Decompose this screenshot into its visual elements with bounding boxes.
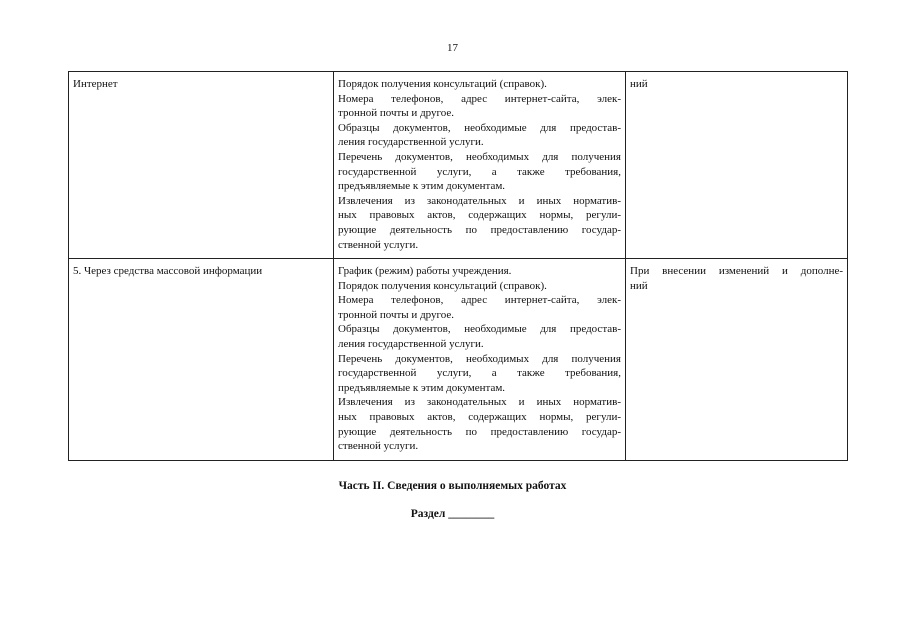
content-line: Образцы документов, необходимые для предостав-: [338, 121, 621, 134]
content-line: ственной услуги.: [338, 238, 419, 251]
content-line: ных правовых актов, содержащих нормы, регули-: [338, 209, 621, 222]
method-text: Интернет: [73, 78, 118, 90]
frequency-cell: [626, 259, 848, 461]
content-line: Извлечения из законодательных и иных норматив-: [338, 194, 621, 207]
content-line: ления государственной услуги.: [338, 136, 484, 149]
section-label: Раздел ________: [410, 508, 495, 520]
content-line: График (режим) работы учреждения.: [338, 265, 512, 277]
content-line: Номера телефонов, адрес интернет-сайта, элек-: [338, 92, 621, 105]
table-row: [69, 72, 848, 259]
frequency-line: При внесении изменений и дополне-: [630, 265, 843, 277]
content-line: государственной услуги, а также требования,: [338, 165, 621, 178]
content-line: ления государственной услуги.: [338, 337, 484, 350]
content-line: Извлечения из законодательных и иных норматив-: [338, 396, 621, 409]
content-line: тронной почты и другое.: [338, 107, 455, 120]
frequency-cell: [626, 72, 848, 259]
content-cell: [334, 72, 626, 259]
content-line: рующие деятельность по предоставлению государ-: [338, 223, 621, 236]
table-row: [69, 259, 848, 461]
frequency-line: ний: [630, 279, 648, 292]
content-line: государственной услуги, а также требования,: [338, 367, 621, 380]
part-title: Часть II. Сведения о выполняемых работах: [338, 480, 567, 492]
method-cell: [69, 72, 334, 259]
info-table: [68, 71, 848, 461]
content-line: Перечень документов, необходимых для получения: [338, 352, 621, 365]
method-cell: [69, 259, 334, 461]
content-line: Образцы документов, необходимые для предостав-: [338, 323, 621, 336]
content-line: Номера телефонов, адрес интернет-сайта, элек-: [338, 294, 621, 307]
content-line: Порядок получения консультаций (справок).: [338, 78, 547, 90]
page-number: 17: [447, 42, 458, 54]
method-text: 5. Через средства массовой информации: [73, 265, 263, 277]
content-line: предъявляемые к этим документам.: [338, 381, 506, 394]
content-line: Перечень документов, необходимых для получения: [338, 150, 621, 163]
content-line: тронной почты и другое.: [338, 308, 455, 321]
content-line: предъявляемые к этим документам.: [338, 180, 506, 193]
content-line: Порядок получения консультаций (справок).: [338, 279, 547, 292]
content-line: ственной услуги.: [338, 440, 419, 453]
content-line: рующие деятельность по предоставлению государ-: [338, 425, 621, 438]
frequency-line: ний: [630, 78, 648, 90]
content-cell: [334, 259, 626, 461]
content-line: ных правовых актов, содержащих нормы, регули-: [338, 410, 621, 423]
